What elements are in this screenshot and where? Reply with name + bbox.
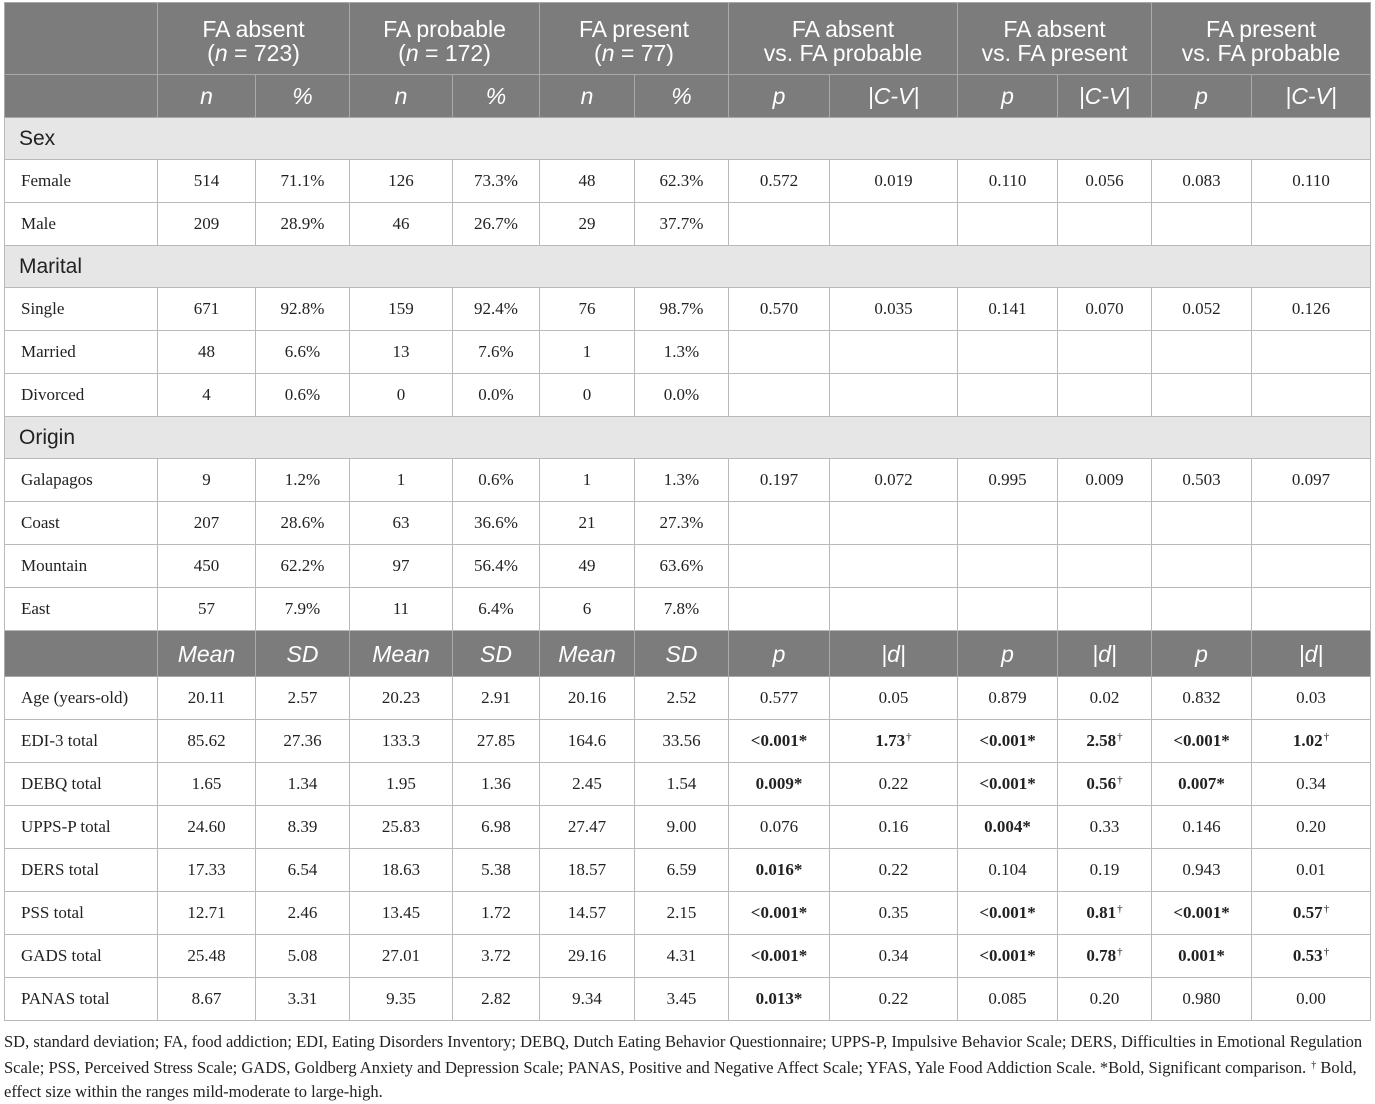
table-cell: 6.4%: [453, 588, 540, 631]
results-table: [4, 2, 1371, 1021]
table-cell: [958, 502, 1058, 545]
table-cell: <0.001*: [729, 892, 830, 935]
row-label: Divorced: [5, 374, 158, 417]
subheader-cell: p: [729, 631, 830, 677]
header-corner: [5, 3, 158, 75]
row-label: Galapagos: [5, 459, 158, 502]
continuous-subheader-row: [5, 631, 1371, 677]
table-cell: 97: [350, 545, 453, 588]
row-label: Single: [5, 288, 158, 331]
table-cell: 0.570: [729, 288, 830, 331]
table-cell: 0.126: [1252, 288, 1371, 331]
table-cell: [1152, 588, 1252, 631]
table-cell: 1.95: [350, 763, 453, 806]
table-cell: 0.016*: [729, 849, 830, 892]
table-cell: 6.6%: [256, 331, 350, 374]
table-cell: 0.056: [1058, 160, 1152, 203]
subheader-cell: n: [350, 75, 453, 118]
table-cell: 8.67: [158, 978, 256, 1021]
table-cell: [830, 545, 958, 588]
table-cell: [958, 374, 1058, 417]
table-cell: 46: [350, 203, 453, 246]
table-cell: <0.001*: [958, 892, 1058, 935]
table-cell: 0.197: [729, 459, 830, 502]
section-title: Origin: [5, 417, 1371, 459]
table-cell: [729, 545, 830, 588]
table-cell: [729, 331, 830, 374]
table-row: [5, 374, 1371, 417]
subheader-corner: [5, 75, 158, 118]
section-title: Sex: [5, 118, 1371, 160]
table-cell: 29: [540, 203, 635, 246]
row-label: DERS total: [5, 849, 158, 892]
table-cell: [958, 331, 1058, 374]
table-cell: 0.097: [1252, 459, 1371, 502]
table-cell: 7.6%: [453, 331, 540, 374]
table-cell: 0.009*: [729, 763, 830, 806]
table-cell: 9: [158, 459, 256, 502]
table-cell: [729, 502, 830, 545]
section-row-origin: [5, 417, 1371, 459]
table-row: [5, 203, 1371, 246]
table-cell: [1252, 545, 1371, 588]
table-cell: 0.146: [1152, 806, 1252, 849]
table-cell: 0.019: [830, 160, 958, 203]
table-cell: 1: [540, 459, 635, 502]
table-cell: 85.62: [158, 720, 256, 763]
table-cell: 26.7%: [453, 203, 540, 246]
table-cell: <0.001*: [729, 720, 830, 763]
table-cell: 0.072: [830, 459, 958, 502]
results-table-container: [4, 2, 1370, 1021]
table-cell: 0.34: [830, 935, 958, 978]
subheader-cell: SD: [453, 631, 540, 677]
table-cell: 133.3: [350, 720, 453, 763]
table-cell: 4: [158, 374, 256, 417]
comparison-header-present-vs-probable: FA present vs. FA probable: [1152, 3, 1371, 75]
subheader-cell: SD: [256, 631, 350, 677]
section-title: Marital: [5, 246, 1371, 288]
table-cell: 28.6%: [256, 502, 350, 545]
subheader-cell: n: [158, 75, 256, 118]
table-cell: 37.7%: [635, 203, 729, 246]
table-cell: 11: [350, 588, 453, 631]
table-cell: <0.001*: [1152, 720, 1252, 763]
table-cell: 1: [540, 331, 635, 374]
table-cell: 0.03: [1252, 677, 1371, 720]
table-cell: 0.035: [830, 288, 958, 331]
table-row: [5, 459, 1371, 502]
table-cell: 0.53†: [1252, 935, 1371, 978]
subheader-cell: |C-V|: [1058, 75, 1152, 118]
table-cell: [830, 203, 958, 246]
table-cell: 13: [350, 331, 453, 374]
table-cell: 0.05: [830, 677, 958, 720]
subheader-cell: p: [729, 75, 830, 118]
table-cell: 2.91: [453, 677, 540, 720]
row-label: DEBQ total: [5, 763, 158, 806]
subheader-cell: Mean: [540, 631, 635, 677]
table-cell: 1.02†: [1252, 720, 1371, 763]
table-cell: 48: [158, 331, 256, 374]
table-cell: 7.9%: [256, 588, 350, 631]
table-row: [5, 849, 1371, 892]
row-label: EDI-3 total: [5, 720, 158, 763]
row-label: GADS total: [5, 935, 158, 978]
table-cell: 6.54: [256, 849, 350, 892]
footnote-dagger-text: Bold, effect size within the ranges mild-moderate to large-high.: [4, 1058, 1357, 1101]
table-cell: [1058, 203, 1152, 246]
table-cell: 0.35: [830, 892, 958, 935]
table-cell: 0.503: [1152, 459, 1252, 502]
table-cell: [830, 588, 958, 631]
subheader-cell: Mean: [158, 631, 256, 677]
subheader-cell: p: [1152, 631, 1252, 677]
subheader-cell: |C-V|: [830, 75, 958, 118]
table-row: [5, 545, 1371, 588]
table-cell: 20.16: [540, 677, 635, 720]
table-cell: 0.052: [1152, 288, 1252, 331]
table-cell: 3.45: [635, 978, 729, 1021]
section-row-sex: [5, 118, 1371, 160]
table-cell: 33.56: [635, 720, 729, 763]
table-cell: 0.013*: [729, 978, 830, 1021]
table-cell: 56.4%: [453, 545, 540, 588]
subheader-cell: SD: [635, 631, 729, 677]
table-row: [5, 720, 1371, 763]
table-cell: 0.009: [1058, 459, 1152, 502]
table-cell: 209: [158, 203, 256, 246]
table-cell: 92.8%: [256, 288, 350, 331]
table-cell: [1252, 588, 1371, 631]
table-cell: 20.23: [350, 677, 453, 720]
table-cell: 1.36: [453, 763, 540, 806]
table-cell: 62.2%: [256, 545, 350, 588]
table-cell: 1.2%: [256, 459, 350, 502]
table-cell: 63.6%: [635, 545, 729, 588]
table-cell: 0.57†: [1252, 892, 1371, 935]
table-cell: [1252, 502, 1371, 545]
table-row: [5, 677, 1371, 720]
comparison-header-absent-vs-probable: FA absent vs. FA probable: [729, 3, 958, 75]
table-cell: [958, 203, 1058, 246]
table-row: [5, 288, 1371, 331]
subheader-cell: |d|: [1252, 631, 1371, 677]
table-cell: 13.45: [350, 892, 453, 935]
table-cell: 71.1%: [256, 160, 350, 203]
table-cell: 2.15: [635, 892, 729, 935]
table-cell: 5.08: [256, 935, 350, 978]
table-cell: 1: [350, 459, 453, 502]
table-cell: 0.832: [1152, 677, 1252, 720]
table-row: [5, 935, 1371, 978]
table-cell: 0.083: [1152, 160, 1252, 203]
table-cell: [1058, 374, 1152, 417]
table-cell: 49: [540, 545, 635, 588]
table-cell: 0.20: [1252, 806, 1371, 849]
subheader-cell: n: [540, 75, 635, 118]
table-cell: 36.6%: [453, 502, 540, 545]
table-cell: 1.3%: [635, 331, 729, 374]
table-cell: 8.39: [256, 806, 350, 849]
table-cell: 24.60: [158, 806, 256, 849]
table-cell: 2.57: [256, 677, 350, 720]
table-cell: 671: [158, 288, 256, 331]
subheader-cell: p: [958, 631, 1058, 677]
table-cell: 126: [350, 160, 453, 203]
table-cell: 20.11: [158, 677, 256, 720]
table-cell: 0.22: [830, 978, 958, 1021]
categorical-subheader-row: [5, 75, 1371, 118]
table-cell: 2.82: [453, 978, 540, 1021]
table-cell: <0.001*: [958, 935, 1058, 978]
table-cell: 76: [540, 288, 635, 331]
table-cell: 7.8%: [635, 588, 729, 631]
table-cell: 0.995: [958, 459, 1058, 502]
table-cell: 0.33: [1058, 806, 1152, 849]
table-cell: [830, 374, 958, 417]
table-cell: 0.34: [1252, 763, 1371, 806]
table-cell: 92.4%: [453, 288, 540, 331]
table-cell: 1.73†: [830, 720, 958, 763]
table-row: [5, 502, 1371, 545]
table-cell: 3.31: [256, 978, 350, 1021]
table-cell: 29.16: [540, 935, 635, 978]
comparison-header-absent-vs-present: FA absent vs. FA present: [958, 3, 1152, 75]
table-cell: [1152, 331, 1252, 374]
section-row-marital: [5, 246, 1371, 288]
table-cell: 207: [158, 502, 256, 545]
table-cell: 14.57: [540, 892, 635, 935]
table-row: [5, 763, 1371, 806]
table-cell: 2.45: [540, 763, 635, 806]
table-cell: 98.7%: [635, 288, 729, 331]
table-row: [5, 806, 1371, 849]
subheader-cell: %: [256, 75, 350, 118]
subheader-cell: %: [453, 75, 540, 118]
group-header-fa-present: FA present (n = 77): [540, 3, 729, 75]
table-cell: 0.104: [958, 849, 1058, 892]
footnote-text: SD, standard deviation; FA, food addiction; EDI, Eating Disorders Inventory; DEBQ, Dutch Eating Behavior Questionnaire; UPPS-P, Impulsive Behavior Scale; DERS, Difficulties in Emotional Regulation Scale; PSS, Perceived Stress Scale; GADS, Goldberg Anxiety and Depression Scale; PANAS, Positive and Negative Affect Scale; YFAS, Yale Food Addiction Scale. *Bold, Significant comparison.: [4, 1032, 1363, 1077]
table-cell: 27.01: [350, 935, 453, 978]
table-cell: 27.47: [540, 806, 635, 849]
table-footnote: [4, 1030, 1370, 1104]
table-cell: 62.3%: [635, 160, 729, 203]
table-cell: 0.070: [1058, 288, 1152, 331]
table-row: [5, 978, 1371, 1021]
row-label: Coast: [5, 502, 158, 545]
table-cell: 0.56†: [1058, 763, 1152, 806]
subheader-cell: p: [1152, 75, 1252, 118]
table-cell: 514: [158, 160, 256, 203]
subheader-cell: |d|: [830, 631, 958, 677]
table-cell: [729, 588, 830, 631]
table-cell: 73.3%: [453, 160, 540, 203]
dagger-mark: †: [1311, 1060, 1317, 1071]
table-cell: 18.57: [540, 849, 635, 892]
row-label: PSS total: [5, 892, 158, 935]
table-cell: <0.001*: [958, 763, 1058, 806]
subheader-cell: |C-V|: [1252, 75, 1371, 118]
table-cell: 0.16: [830, 806, 958, 849]
table-cell: 17.33: [158, 849, 256, 892]
table-cell: 63: [350, 502, 453, 545]
table-cell: <0.001*: [729, 935, 830, 978]
group-header-fa-absent: FA absent (n = 723): [158, 3, 350, 75]
table-cell: [830, 502, 958, 545]
table-cell: 0.01: [1252, 849, 1371, 892]
table-cell: 0.20: [1058, 978, 1152, 1021]
table-cell: 0.0%: [635, 374, 729, 417]
table-cell: 9.34: [540, 978, 635, 1021]
table-cell: [1152, 374, 1252, 417]
table-cell: 0.02: [1058, 677, 1152, 720]
table-cell: 0.78†: [1058, 935, 1152, 978]
table-cell: 450: [158, 545, 256, 588]
table-cell: 28.9%: [256, 203, 350, 246]
table-row: [5, 588, 1371, 631]
table-cell: [1152, 545, 1252, 588]
row-label: Male: [5, 203, 158, 246]
table-cell: <0.001*: [958, 720, 1058, 763]
table-row: [5, 160, 1371, 203]
table-cell: 48: [540, 160, 635, 203]
row-label: Age (years-old): [5, 677, 158, 720]
row-label: East: [5, 588, 158, 631]
subheader-cell: p: [958, 75, 1058, 118]
table-cell: 0: [540, 374, 635, 417]
table-cell: 1.72: [453, 892, 540, 935]
table-cell: 1.34: [256, 763, 350, 806]
table-cell: 27.36: [256, 720, 350, 763]
table-cell: 0: [350, 374, 453, 417]
table-cell: 0.076: [729, 806, 830, 849]
table-cell: 25.83: [350, 806, 453, 849]
table-cell: 164.6: [540, 720, 635, 763]
table-body: [5, 118, 1371, 1021]
row-label: Married: [5, 331, 158, 374]
subheader-cell: %: [635, 75, 729, 118]
table-cell: 2.52: [635, 677, 729, 720]
table-cell: 0.085: [958, 978, 1058, 1021]
table-cell: 12.71: [158, 892, 256, 935]
table-cell: 0.00: [1252, 978, 1371, 1021]
table-cell: [1252, 203, 1371, 246]
table-cell: 1.3%: [635, 459, 729, 502]
table-cell: [830, 331, 958, 374]
table-cell: 0.110: [1252, 160, 1371, 203]
table-row: [5, 331, 1371, 374]
table-cell: [729, 203, 830, 246]
table-cell: 0.6%: [256, 374, 350, 417]
table-cell: [1252, 374, 1371, 417]
table-cell: [1058, 331, 1152, 374]
row-label: Mountain: [5, 545, 158, 588]
table-cell: 0.22: [830, 763, 958, 806]
group-header-row: [5, 3, 1371, 75]
table-cell: 27.85: [453, 720, 540, 763]
table-cell: 4.31: [635, 935, 729, 978]
table-cell: 0.0%: [453, 374, 540, 417]
table-cell: 27.3%: [635, 502, 729, 545]
table-cell: 0.19: [1058, 849, 1152, 892]
row-label: Female: [5, 160, 158, 203]
table-cell: 6.59: [635, 849, 729, 892]
table-cell: 1.65: [158, 763, 256, 806]
table-cell: [1058, 502, 1152, 545]
subheader-corner: [5, 631, 158, 677]
table-cell: 0.879: [958, 677, 1058, 720]
table-cell: 0.22: [830, 849, 958, 892]
table-cell: 0.980: [1152, 978, 1252, 1021]
subheader-cell: |d|: [1058, 631, 1152, 677]
table-cell: 57: [158, 588, 256, 631]
table-cell: <0.001*: [1152, 892, 1252, 935]
row-label: PANAS total: [5, 978, 158, 1021]
table-cell: [729, 374, 830, 417]
table-cell: [958, 588, 1058, 631]
table-cell: 0.577: [729, 677, 830, 720]
table-cell: 6.98: [453, 806, 540, 849]
table-cell: 0.007*: [1152, 763, 1252, 806]
table-cell: 2.58†: [1058, 720, 1152, 763]
table-cell: [1152, 203, 1252, 246]
table-cell: 3.72: [453, 935, 540, 978]
table-cell: 25.48: [158, 935, 256, 978]
group-header-fa-probable: FA probable (n = 172): [350, 3, 540, 75]
table-cell: 0.572: [729, 160, 830, 203]
table-cell: 0.001*: [1152, 935, 1252, 978]
table-cell: 21: [540, 502, 635, 545]
table-cell: 0.004*: [958, 806, 1058, 849]
table-cell: 9.35: [350, 978, 453, 1021]
table-cell: 159: [350, 288, 453, 331]
table-cell: 2.46: [256, 892, 350, 935]
row-label: UPPS-P total: [5, 806, 158, 849]
table-cell: [958, 545, 1058, 588]
table-cell: 18.63: [350, 849, 453, 892]
subheader-cell: Mean: [350, 631, 453, 677]
table-cell: 0.110: [958, 160, 1058, 203]
table-cell: 0.81†: [1058, 892, 1152, 935]
table-cell: 5.38: [453, 849, 540, 892]
table-cell: 1.54: [635, 763, 729, 806]
table-cell: 6: [540, 588, 635, 631]
table-row: [5, 892, 1371, 935]
table-cell: [1058, 588, 1152, 631]
table-cell: 9.00: [635, 806, 729, 849]
table-cell: [1058, 545, 1152, 588]
table-cell: [1152, 502, 1252, 545]
table-cell: 0.141: [958, 288, 1058, 331]
table-cell: [1252, 331, 1371, 374]
table-cell: 0.943: [1152, 849, 1252, 892]
table-cell: 0.6%: [453, 459, 540, 502]
